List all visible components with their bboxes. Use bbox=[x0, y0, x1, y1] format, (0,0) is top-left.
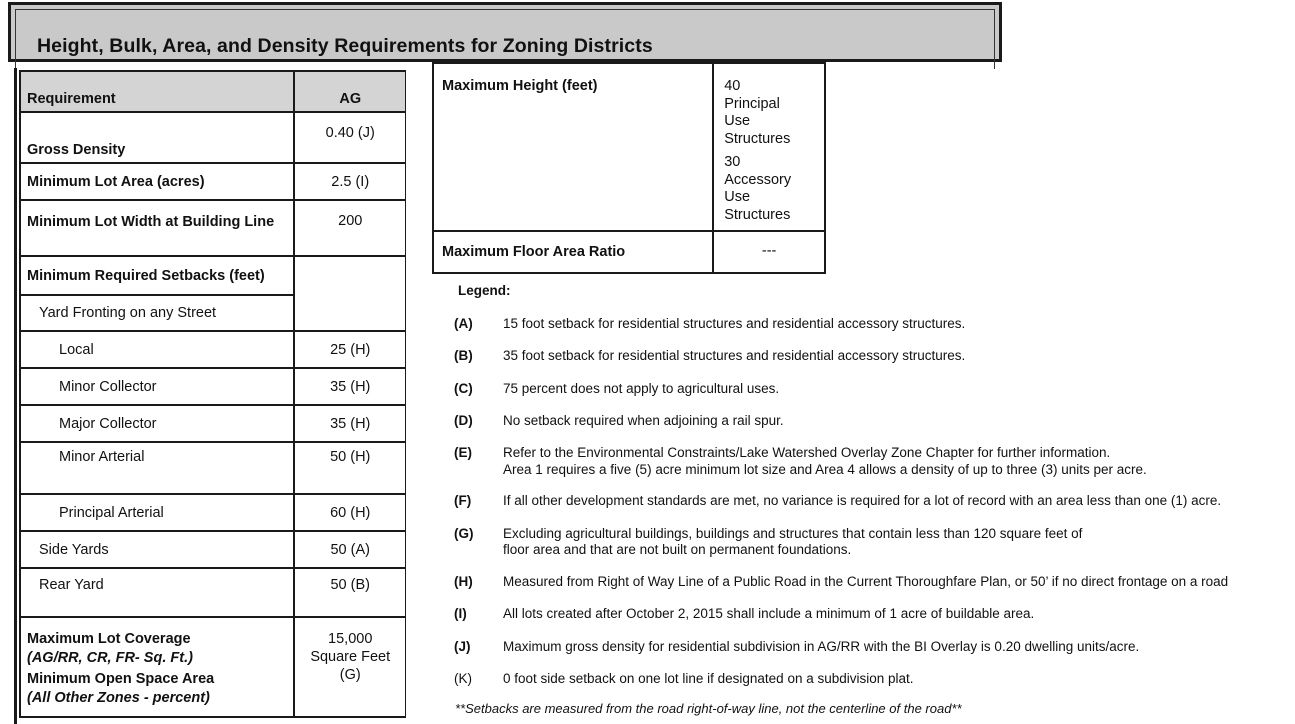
open-space-label-1: Minimum Open Space Area bbox=[27, 671, 215, 687]
row-label: Gross Density bbox=[20, 112, 294, 163]
legend-text-h: Measured from Right of Way Line of a Public Road in the Current Thoroughfare Plan, or 50’ if no direct frontage on a road bbox=[503, 574, 1229, 589]
row-label: Rear Yard bbox=[20, 568, 294, 617]
header-ag: AG bbox=[294, 71, 406, 112]
legend-text-d: No setback required when adjoining a rail spur. bbox=[503, 413, 784, 428]
coverage-value-2: Square Feet bbox=[310, 649, 391, 665]
legend-code-e: (E) bbox=[454, 445, 472, 460]
max-height-label: Maximum Height (feet) bbox=[433, 63, 713, 231]
table-row bbox=[20, 368, 406, 405]
table-row bbox=[433, 231, 825, 273]
height-value-1: 40 bbox=[724, 78, 741, 94]
height-table-container bbox=[406, 62, 826, 274]
open-space-label-2: (All Other Zones - percent) bbox=[27, 690, 210, 706]
requirements-table-container bbox=[14, 68, 406, 724]
row-label: Minimum Lot Width at Building Line bbox=[20, 200, 294, 256]
row-value: 35 (H) bbox=[294, 405, 406, 442]
table-row bbox=[20, 331, 406, 368]
legend-code-k: (K) bbox=[454, 671, 472, 686]
row-label: Yard Fronting on any Street bbox=[20, 295, 294, 331]
row-value: 50 (B) bbox=[294, 568, 406, 617]
far-label: Maximum Floor Area Ratio bbox=[433, 231, 713, 273]
height-value-7: Use bbox=[724, 189, 751, 205]
row-label: Major Collector bbox=[20, 405, 294, 442]
setback-footnote: **Setbacks are measured from the road right-of-way line, not the centerline of the road** bbox=[455, 701, 962, 716]
legend-code-g: (G) bbox=[454, 526, 474, 541]
coverage-label-2: (AG/RR, CR, FR- Sq. Ft.) bbox=[27, 650, 193, 666]
row-label: Side Yards bbox=[20, 531, 294, 568]
row-label: Minimum Required Setbacks (feet) bbox=[20, 256, 294, 295]
row-value: 2.5 (I) bbox=[294, 163, 406, 200]
height-value-8: Structures bbox=[724, 206, 791, 223]
table-row bbox=[20, 405, 406, 442]
legend-code-h: (H) bbox=[454, 574, 473, 589]
table-row bbox=[20, 568, 406, 617]
height-value-3: Use bbox=[724, 113, 751, 129]
table-row bbox=[20, 112, 406, 163]
legend-text-e-1: Refer to the Environmental Constraints/Lake Watershed Overlay Zone Chapter for further information. bbox=[503, 445, 1111, 460]
legend-code-j: (J) bbox=[454, 639, 471, 654]
row-label: Minor Arterial bbox=[20, 442, 294, 494]
height-value-5: 30 bbox=[724, 154, 741, 170]
row-value: 50 (A) bbox=[294, 531, 406, 568]
row-value: 35 (H) bbox=[294, 368, 406, 405]
header-requirement: Requirement bbox=[20, 71, 294, 112]
legend-text-i: All lots created after October 2, 2015 shall include a minimum of 1 acre of buildable area. bbox=[503, 606, 1035, 621]
row-value: 60 (H) bbox=[294, 494, 406, 531]
legend-text-k: 0 foot side setback on one lot line if designated on a subdivision plat. bbox=[503, 671, 914, 686]
legend-text-b: 35 foot setback for residential structures and residential accessory structures. bbox=[503, 348, 966, 363]
table-row bbox=[20, 200, 406, 256]
title-banner bbox=[8, 2, 1002, 62]
legend-code-c: (C) bbox=[454, 381, 473, 396]
legend-code-a: (A) bbox=[454, 316, 473, 331]
coverage-value-1: 15,000 bbox=[328, 631, 373, 647]
table-header-row bbox=[20, 71, 406, 112]
height-value-6: Accessory bbox=[724, 171, 792, 188]
legend-code-b: (B) bbox=[454, 348, 473, 363]
far-value: --- bbox=[713, 231, 825, 273]
legend-text-c: 75 percent does not apply to agricultural uses. bbox=[503, 381, 780, 396]
table-row bbox=[433, 63, 825, 231]
legend-text-j: Maximum gross density for residential subdivision in AG/RR with the BI Overlay is 0.20 dwelling units/acre. bbox=[503, 639, 1140, 654]
row-label: Minor Collector bbox=[20, 368, 294, 405]
row-value: 25 (H) bbox=[294, 331, 406, 368]
legend-text-g-1: Excluding agricultural buildings, buildings and structures that contain less than 120 square feet of bbox=[503, 526, 1083, 541]
legend-title: Legend: bbox=[458, 283, 511, 298]
legend-code-f: (F) bbox=[454, 493, 472, 508]
row-value: 50 (H) bbox=[294, 442, 406, 494]
table-row bbox=[20, 163, 406, 200]
row-label: Principal Arterial bbox=[20, 494, 294, 531]
height-value-2: Principal bbox=[724, 95, 780, 112]
legend-text-e-2: Area 1 requires a five (5) acre minimum lot size and Area 4 allows a density of up to three (3) units per acre. bbox=[503, 462, 1147, 477]
legend-code-d: (D) bbox=[454, 413, 473, 428]
row-value bbox=[294, 256, 406, 331]
height-table bbox=[432, 62, 826, 274]
requirements-table bbox=[19, 70, 406, 718]
table-row bbox=[20, 531, 406, 568]
coverage-value-3: (G) bbox=[339, 667, 361, 683]
row-value: 0.40 (J) bbox=[294, 112, 406, 163]
legend-text-f: If all other development standards are met, no variance is required for a lot of record with an area less than one (1) acre. bbox=[503, 493, 1222, 508]
row-label: Local bbox=[20, 331, 294, 368]
table-row bbox=[20, 442, 406, 494]
table-row bbox=[20, 494, 406, 531]
coverage-row bbox=[20, 617, 406, 717]
row-label: Minimum Lot Area (acres) bbox=[20, 163, 294, 200]
legend-text-a: 15 foot setback for residential structures and residential accessory structures. bbox=[503, 316, 966, 331]
page-title: Height, Bulk, Area, and Density Requirements for Zoning Districts bbox=[37, 35, 653, 57]
coverage-label-1: Maximum Lot Coverage bbox=[27, 631, 191, 647]
height-value-4: Structures bbox=[724, 130, 791, 147]
legend-code-i: (I) bbox=[454, 606, 467, 621]
row-value: 200 bbox=[294, 200, 406, 256]
legend-text-g-2: floor area and that are not built on permanent foundations. bbox=[503, 542, 852, 557]
table-row bbox=[20, 256, 406, 295]
